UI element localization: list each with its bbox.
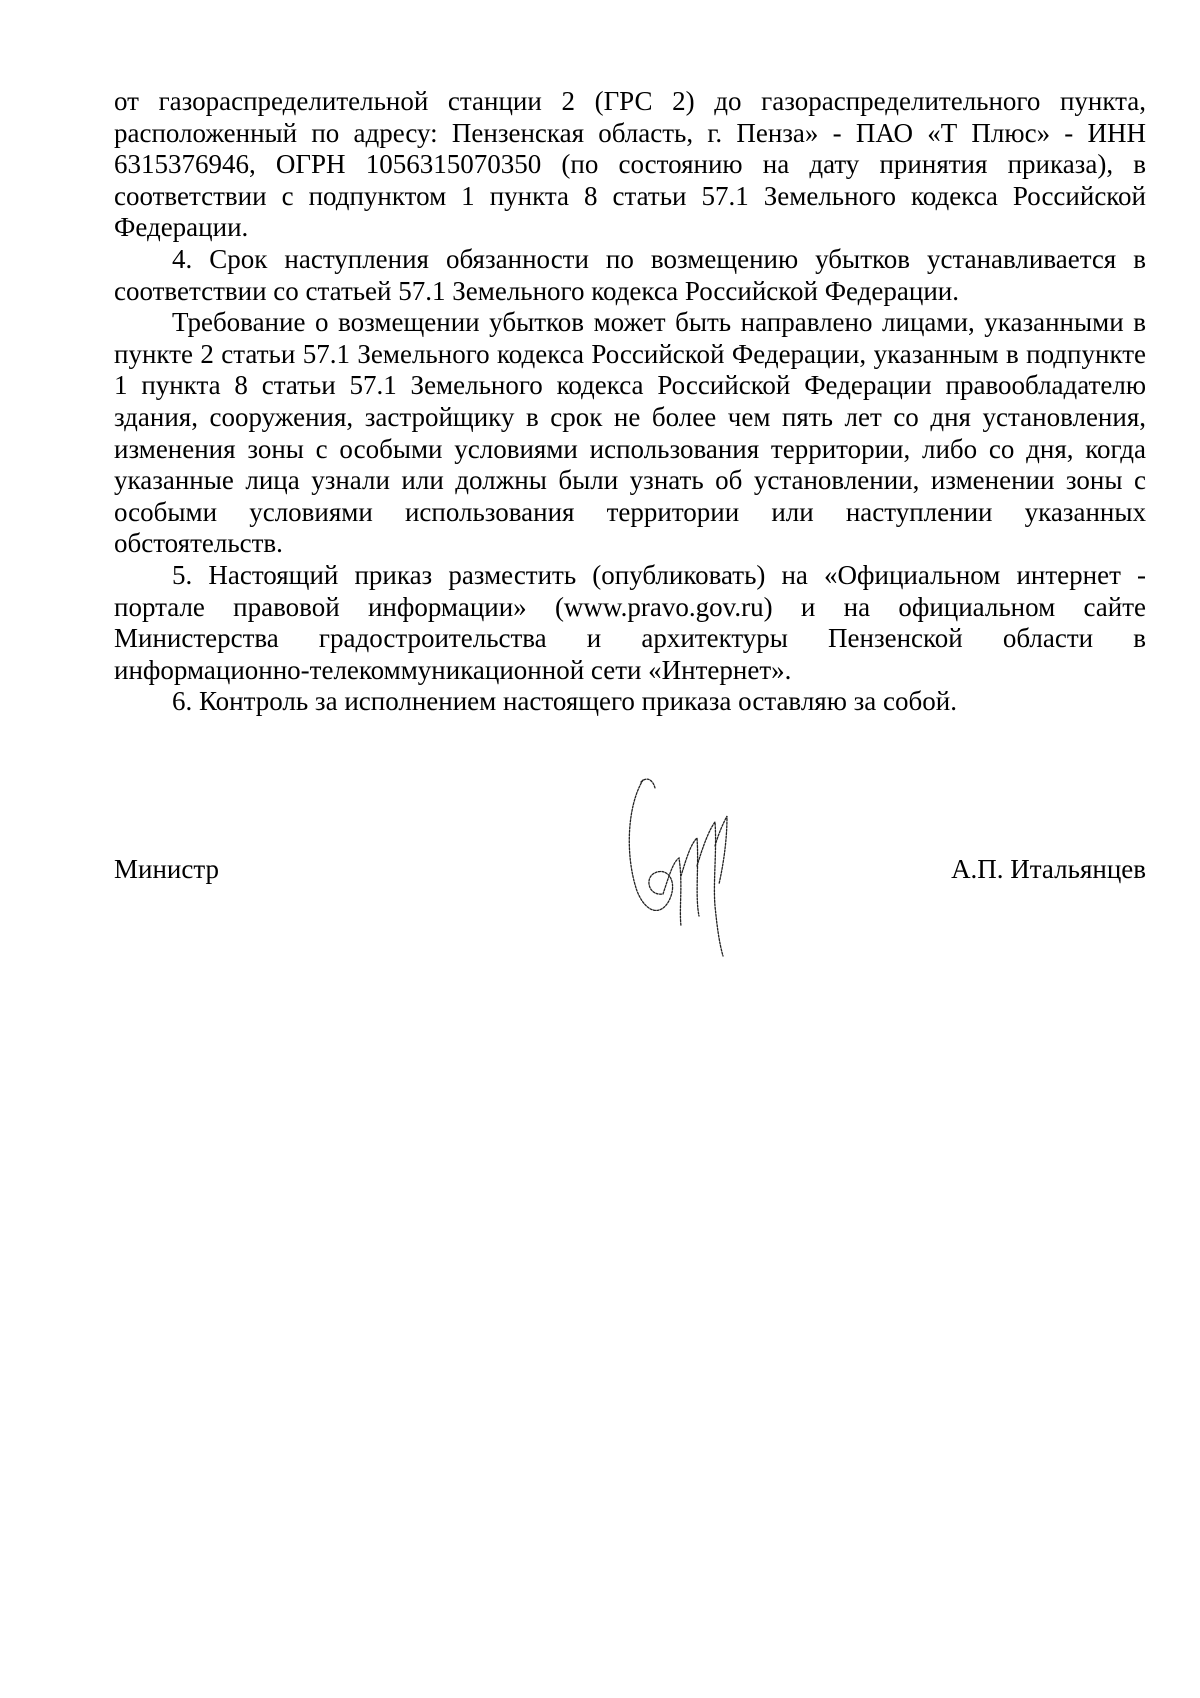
handwritten-signature-icon	[619, 766, 769, 966]
signature-block	[114, 766, 1146, 966]
paragraph-item-5: 5. Настоящий приказ разместить (опубликовать) на «Официальном интернет - портале правовой информации» (www.pravo.gov.ru) и на официальном сайте Министерства градостроительства и архитектуры Пензенской области в информационно-телекоммуникационной сети «Интернет».	[114, 559, 1146, 685]
paragraph-continuation: от газораспределительной станции 2 (ГРС 2) до газораспределительного пункта, расположенный по адресу: Пензенская область, г. Пенза» - ПАО «Т Плюс» - ИНН 6315376946, ОГРН 1056315070350 (по состоянию на дату принятия приказа), в соответствии с подпунктом 1 пункта 8 статьи 57.1 Земельного кодекса Российской Федерации.	[114, 86, 1146, 243]
paragraph-item-4: 4. Срок наступления обязанности по возмещению убытков устанавливается в соответствии со статьей 57.1 Земельного кодекса Российской Федерации.	[114, 243, 1146, 306]
signatory-name: А.П. Итальянцев	[951, 854, 1146, 884]
paragraph-damages-claim: Требование о возмещении убытков может быть направлено лицами, указанными в пункте 2 статьи 57.1 Земельного кодекса Российской Федерации, указанным в подпункте 1 пункта 8 статьи 57.1 Земельного кодекса Российской Федерации правообладателю здания, сооружения, застройщику в срок не более чем пять лет со дня установления, изменения зоны с особыми условиями использования территории, либо со дня, когда указанные лица узнали или должны были узнать об установлении, изменении зоны с особыми условиями использования территории или наступлении указанных обстоятельств.	[114, 307, 1146, 559]
paragraph-item-6: 6. Контроль за исполнением настоящего приказа оставляю за собой.	[172, 686, 957, 717]
document-body	[114, 86, 1146, 718]
signatory-position: Министр	[114, 854, 219, 884]
